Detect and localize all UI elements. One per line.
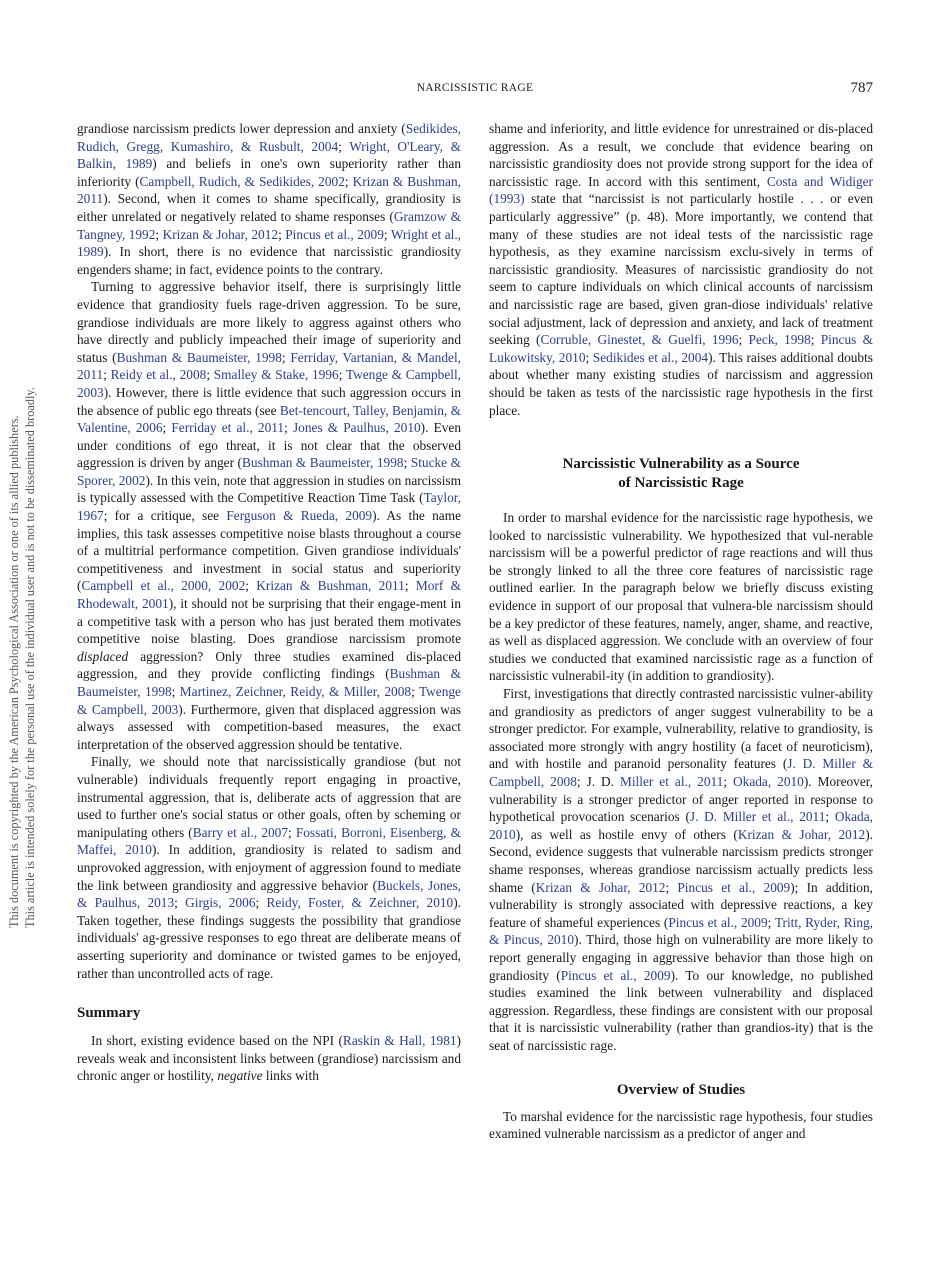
body-text: ; bbox=[171, 684, 180, 699]
left-column bbox=[77, 120, 461, 1085]
citation-link[interactable]: Jones & Paulhus, 2010 bbox=[292, 420, 421, 436]
body-text: To marshal evidence for the narcissistic rage hypothesis, four studies examined vulnerable narcissism as a predictor of anger and bbox=[489, 1108, 873, 1142]
body-text: In order to marshal evidence for the narcissistic rage hypothesis, we looked to narcissistic vulnerability. We hypothesized that vul-nerable narcissism will be a powerful predictor of rage reactions and will thus be strongly linked to all the three core features of narcissistic rage outlined earlier. In the paragraph below we briefly discuss existing evidence in support of our proposal that vulnera-ble narcissism should be a key predictor of these features, namely, anger, shame, and reactive, as well as displaced aggression. We conclude with an overview of four studies we conducted that examined narcissistic rage as a function of narcissistic vulnerabil-ity (in addition to grandiosity). bbox=[489, 510, 873, 684]
body-text: ; bbox=[338, 138, 350, 154]
citation-link[interactable]: Twenge & Campbell, 2003 bbox=[77, 684, 461, 717]
citation-link[interactable]: Bushman & Baumeister, 1998 bbox=[242, 455, 404, 471]
body-text: ; bbox=[344, 173, 353, 189]
body-text: ; bbox=[738, 332, 749, 348]
citation-link[interactable]: Martinez, Zeichner, Reidy, & Miller, 2008 bbox=[179, 684, 412, 699]
citation-link[interactable]: Miller et al., 2011 bbox=[619, 774, 724, 789]
citation-link[interactable]: Sedikides, Rudich, Gregg, Kumashiro, & Rusbult, 2004 bbox=[77, 121, 461, 154]
body-text: ; bbox=[245, 578, 257, 594]
paragraph bbox=[77, 120, 461, 278]
citation-link[interactable]: Krizan & Bushman, 2011 bbox=[77, 173, 461, 207]
body-text: ), as well as hostile envy of others ( bbox=[515, 826, 738, 842]
copyright-sidenote bbox=[6, 308, 38, 928]
body-text: ). To our knowledge, no published studies examined the link between vulnerability and displaced aggression. Regardless, these findings are consistent with our proposal that it is narcissistic vulnerability (rather than grandios-ity) that is the seat of narcissistic rage. bbox=[489, 967, 874, 1053]
body-text: ) and beliefs in one's own superiority rather than inferiority ( bbox=[77, 156, 461, 189]
body-text: ; bbox=[403, 455, 411, 471]
citation-link[interactable]: Pincus et al., 2009 bbox=[285, 226, 384, 242]
body-text: ; bbox=[284, 420, 293, 436]
citation-link[interactable]: Costa and Widiger (1993) bbox=[489, 173, 873, 207]
body-text: grandiose narcissism predicts lower depression and anxiety ( bbox=[77, 121, 406, 136]
body-text: ; bbox=[255, 895, 267, 911]
citation-link[interactable]: Taylor, 1967 bbox=[77, 490, 461, 524]
citation-link[interactable]: Ferriday et al., 2011 bbox=[171, 420, 285, 436]
section-heading-line-1: Narcissistic Vulnerability as a Source bbox=[562, 456, 800, 473]
summary-heading: Summary bbox=[77, 1005, 141, 1022]
citation-link[interactable]: Buckels, Jones, & Paulhus, 2013 bbox=[77, 877, 461, 911]
body-text: ; bbox=[585, 349, 593, 365]
body-text: In short, existing evidence based on the NPI ( bbox=[91, 1033, 343, 1049]
body-text: ; bbox=[723, 774, 734, 789]
body-text: ) reveals weak and inconsistent links between (grandiose) narcissism and chronic anger or hostility, bbox=[77, 1033, 461, 1084]
citation-link[interactable]: Bet-tencourt, Talley, Benjamin, & Valentine, 2006 bbox=[77, 402, 461, 436]
body-text: ). This raises additional doubts about whether many existing studies of narcissism and aggression should be taken as tests of the narcissistic rage hypothesis in the first place. bbox=[489, 349, 873, 418]
body-text: ). Third, those high on vulnerability are more likely to report generally engaging in aggressive behavior than those high on grandiosity ( bbox=[489, 932, 873, 983]
citation-link[interactable]: Campbell et al., 2000, 2002 bbox=[81, 578, 246, 594]
citation-link[interactable]: Bushman & Baumeister, 1998 bbox=[116, 349, 282, 365]
body-text: ). Furthermore, given that displaced aggression was always assessed with competition-based measures, the exact interpretation of the observed aggression should be tentative. bbox=[77, 701, 461, 752]
body-text: ; bbox=[281, 349, 291, 365]
body-text: ). However, there is little evidence that such aggression occurs in the absence of public ego threats (see bbox=[77, 384, 461, 418]
body-text: ). Second, evidence suggests that vulnerable narcissism predicts stronger shame responses, whereas grandiose narcissism actually predicts less shame ( bbox=[489, 826, 873, 895]
citation-link[interactable]: Campbell, Rudich, & Sedikides, 2002 bbox=[139, 173, 345, 189]
body-text: state that “narcissist is not particularly hostile . . . or even particularly aggressive” (p. 48). More importantly, we contend that many of these studies are not ideal tests of the narcissistic rage hypothesis, as they examine narcissism exclu-sively in terms of narcissistic grandiosity. Measures of narcissistic grandiosity do not seem to capture individuals on which clinical accounts of narcissism and narcissistic rage are based, given gran-diose individuals' relative social adjustment, lack of depression and anxiety, and lack of treatment seeking ( bbox=[489, 191, 873, 348]
body-text: ; bbox=[174, 895, 186, 911]
citation-link[interactable]: Krizan & Bushman, 2011 bbox=[256, 578, 405, 594]
paragraph bbox=[77, 1032, 461, 1085]
body-text: ; bbox=[767, 914, 775, 930]
citation-link[interactable]: Wright, O'Leary, & Balkin, 1989 bbox=[77, 138, 461, 172]
paragraph bbox=[77, 278, 461, 753]
citation-link[interactable]: Ferguson & Rueda, 2009 bbox=[226, 508, 373, 524]
body-text: ). In addition, grandiosity is related to sadism and unprovoked aggression, with enjoyment of aggression found to mediate the link between grandiosity and aggressive behavior ( bbox=[77, 842, 461, 893]
citation-link[interactable]: Twenge & Campbell, 2003 bbox=[77, 367, 461, 400]
citation-link[interactable]: Reidy, Foster, & Zeichner, 2010 bbox=[266, 895, 454, 911]
citation-link[interactable]: Smalley & Stake, 1996 bbox=[213, 367, 339, 383]
body-text: ; bbox=[825, 809, 835, 825]
citation-link[interactable]: Gramzow & Tangney, 1992 bbox=[77, 208, 461, 242]
paragraph bbox=[77, 753, 461, 982]
body-text: ; bbox=[338, 367, 346, 383]
body-text: ; bbox=[383, 226, 391, 242]
citation-link[interactable]: Girgis, 2006 bbox=[185, 895, 256, 911]
citation-link[interactable]: Stucke & Sporer, 2002 bbox=[77, 455, 461, 488]
overview-heading: Overview of Studies bbox=[616, 1081, 746, 1098]
body-text: ; bbox=[288, 824, 296, 840]
citation-link[interactable]: Pincus & Lukowitsky, 2010 bbox=[489, 332, 873, 365]
body-text: ). In this vein, note that aggression in studies on narcissism is typically assessed with the Competitive Reaction Time Task ( bbox=[77, 472, 461, 506]
citation-link[interactable]: Okada, 2010 bbox=[733, 774, 804, 789]
body-text: ; bbox=[404, 578, 416, 594]
page-header bbox=[0, 82, 950, 102]
body-text: ; bbox=[278, 226, 286, 242]
paragraph bbox=[489, 120, 873, 419]
body-text: ). Taken together, these findings suggests the possibility that grandiose individuals' ag-gressive responses to ego threat are deliberate means of asserting superiority and dominance or twisted games to be enjoyed, rather than uncontrolled acts of rage. bbox=[77, 895, 461, 981]
body-text: ); In addition, vulnerability is strongly associated with depressive reactions, a key feature of shameful experiences ( bbox=[489, 879, 873, 930]
body-text: ). Moreover, vulnerability is a stronger predictor of anger reported in response to hypothetical provocation scenarios ( bbox=[489, 774, 873, 825]
body-text: Finally, we should note that narcissistically grandiose (but not vulnerable) individuals frequently report engaging in proactive, instrumental aggression, that is, deliberate acts of aggression that are used to further one's social status or other goals, often by scheming or manipulating others ( bbox=[77, 754, 461, 840]
body-text: aggression? Only three studies examined dis-placed aggression, and they provide conflicting findings ( bbox=[77, 648, 461, 682]
citation-link[interactable]: J. D. Miller & Campbell, 2008 bbox=[489, 756, 873, 789]
citation-link[interactable]: Tritt, Ryder, Ring, & Pincus, 2010 bbox=[489, 914, 874, 948]
body-text: links with bbox=[262, 1068, 319, 1084]
body-text: ). As the name implies, this task assesses competitive noise blasts throughout a course of a multitrial performance competition. Given grandiose individuals' competitiveness and investment in social status and superiority ( bbox=[77, 508, 461, 594]
citation-link[interactable]: Krizan & Johar, 2012 bbox=[162, 226, 279, 242]
citation-link[interactable]: Pincus et al., 2009 bbox=[677, 879, 791, 895]
section-heading bbox=[489, 455, 873, 493]
body-text: ), it should not be surprising that their engage-ment in a competitive task with a person who has just berated them motivates competitive noise blasting. Does grandiose narcissism promote bbox=[77, 596, 462, 647]
citation-link[interactable]: Morf & Rhodewalt, 2001 bbox=[77, 578, 462, 612]
paragraph bbox=[489, 685, 873, 1054]
body-text: ). Second, when it comes to shame specifically, grandiosity is either unrelated or negatively related to shame responses ( bbox=[77, 191, 461, 224]
body-text: First, investigations that directly contrasted narcissistic vulner-ability and grandiosity as predictors of anger suggest vulnerability to be a stronger predictor. For example, vulnerability, relative to grandiosity, is associated more strongly with angry hostility (a facet of neuroticism), and with hostile and paranoid personality features ( bbox=[489, 686, 873, 772]
right-column bbox=[489, 120, 873, 1143]
citation-link[interactable]: Corruble, Ginestet, & Guelfi, 1996 bbox=[540, 332, 739, 348]
copyright-line-1: This document is copyrighted by the American Psychological Association or one of its allied publishers. bbox=[7, 415, 21, 928]
body-text: shame and inferiority, and little evidence for unrestrained or dis-placed aggression. As a result, we conclude that evidence bearing on narcissistic grandiosity does not provide strong support for the idea of narcissistic rage. In accord with this sentiment, bbox=[489, 121, 873, 189]
citation-link[interactable]: Peck, 1998 bbox=[748, 332, 811, 348]
citation-link[interactable]: Pincus et al., 2009 bbox=[668, 914, 768, 930]
body-text: ; bbox=[665, 879, 678, 895]
body-text: ; bbox=[155, 226, 163, 242]
emphasis-text: negative bbox=[217, 1068, 263, 1084]
citation-link[interactable]: Krizan & Johar, 2012 bbox=[535, 879, 666, 895]
emphasis-text: displaced bbox=[77, 648, 129, 664]
citation-link[interactable]: Reidy et al., 2008 bbox=[110, 367, 207, 383]
body-text: ; for a critique, see bbox=[103, 508, 227, 524]
citation-link[interactable]: Barry et al., 2007 bbox=[192, 824, 289, 840]
paragraph bbox=[489, 1108, 873, 1143]
citation-link[interactable]: J. D. Miller et al., 2011 bbox=[689, 809, 826, 825]
citation-link[interactable]: Wright et al., 1989 bbox=[77, 226, 462, 260]
citation-link[interactable]: Bushman & Baumeister, 1998 bbox=[77, 666, 461, 699]
body-text: ; bbox=[411, 684, 419, 699]
citation-link[interactable]: Sedikides et al., 2004 bbox=[592, 349, 709, 365]
body-text: ; bbox=[206, 367, 214, 383]
body-text: ; bbox=[162, 420, 172, 436]
page-number: 787 bbox=[850, 80, 873, 96]
running-head: NARCISSISTIC RAGE bbox=[416, 82, 534, 94]
body-text: ; bbox=[103, 367, 111, 383]
body-text: ). In short, there is no evidence that narcissistic grandiosity engenders shame; in fact, evidence points to the contrary. bbox=[77, 244, 461, 277]
citation-link[interactable]: Raskin & Hall, 1981 bbox=[342, 1033, 457, 1049]
citation-link[interactable]: Fossati, Borroni, Eisenberg, & Maffei, 2010 bbox=[77, 824, 461, 858]
citation-link[interactable]: Krizan & Johar, 2012 bbox=[737, 826, 866, 842]
body-text: ; bbox=[810, 332, 821, 348]
copyright-line-2: This article is intended solely for the personal use of the individual user and is not to be disseminated broadly. bbox=[23, 387, 37, 928]
section-heading-line-2: of Narcissistic Rage bbox=[618, 475, 744, 492]
citation-link[interactable]: Okada, 2010 bbox=[489, 809, 873, 842]
body-text: ; J. D. bbox=[576, 774, 620, 789]
paragraph bbox=[489, 509, 873, 685]
body-text: ). Even under conditions of ego threat, it is not clear that the observed aggression is driven by anger ( bbox=[77, 420, 461, 471]
body-text: Turning to aggressive behavior itself, there is surprisingly little evidence that grandiosity fuels rage-driven aggression. To be sure, grandiose individuals are more likely to aggress against others who have directly and publicly impeached their image of superiority and status ( bbox=[77, 279, 461, 365]
citation-link[interactable]: Pincus et al., 2009 bbox=[560, 967, 671, 983]
citation-link[interactable]: Ferriday, Vartanian, & Mandel, 2011 bbox=[77, 349, 461, 383]
